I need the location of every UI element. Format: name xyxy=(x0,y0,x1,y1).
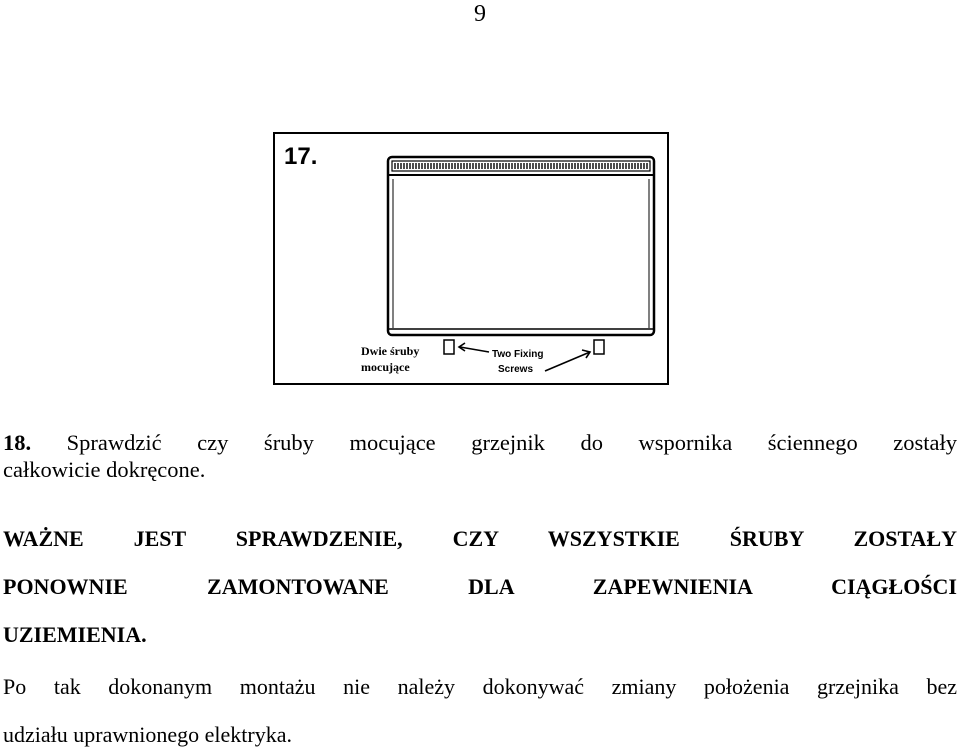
step-18-number: 18. xyxy=(3,430,32,455)
fixing-screw-left xyxy=(444,340,454,354)
heater-diagram xyxy=(262,128,672,388)
warning-line2: PONOWNIE ZAMONTOWANE DLA ZAPEWNIENIA CIĄGŁOŚCI xyxy=(3,574,957,599)
note-line2: udziału uprawnionego elektryka. xyxy=(3,722,292,747)
step-label: 17. xyxy=(284,143,318,170)
heater-body xyxy=(388,157,654,335)
step-18-paragraph xyxy=(3,429,957,483)
step-18-line2: całkowicie dokręcone. xyxy=(3,457,206,482)
label-en-line2: Screws xyxy=(498,364,534,375)
step-18-line1: Sprawdzić czy śruby mocujące grzejnik do wspornika ściennego zostały xyxy=(66,430,958,455)
arrow-right xyxy=(545,352,590,371)
label-pl-line1: Dwie śruby xyxy=(361,344,420,358)
fixing-screw-right xyxy=(594,340,604,354)
warning-line3: UZIEMIENIA. xyxy=(3,622,147,647)
note-paragraph xyxy=(3,673,957,748)
label-pl-line2: mocujące xyxy=(361,360,410,374)
label-en-line1: Two Fixing xyxy=(492,349,544,360)
warning-paragraph xyxy=(3,525,957,648)
warning-line1: WAŻNE JEST SPRAWDZENIE, CZY WSZYSTKIE ŚRUBY ZOSTAŁY xyxy=(3,526,957,551)
page-number: 9 xyxy=(474,1,486,27)
installation-figure xyxy=(262,128,672,388)
note-line1: Po tak dokonanym montażu nie należy dokonywać zmiany położenia grzejnika bez xyxy=(3,674,957,699)
